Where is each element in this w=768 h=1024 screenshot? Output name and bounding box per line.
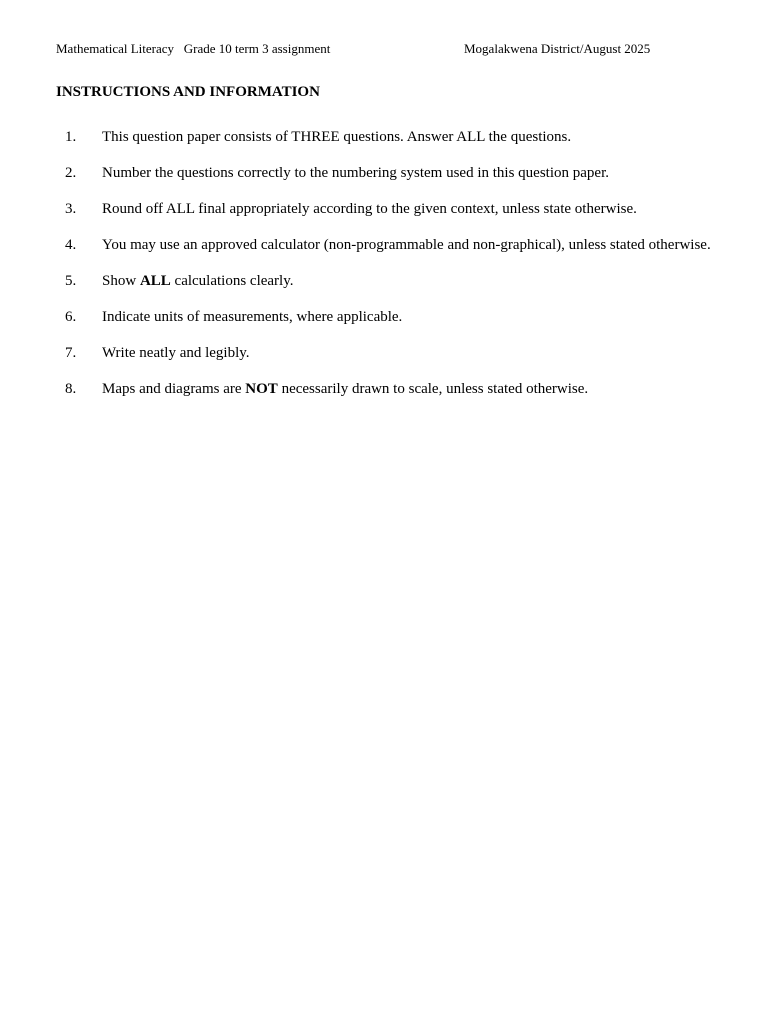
instruction-item: [56, 379, 756, 415]
section-title: INSTRUCTIONS AND INFORMATION: [56, 84, 320, 100]
instruction-number: 6.: [65, 309, 77, 325]
header-subject: Mathematical Literacy Grade 10 term 3 assignment: [56, 41, 331, 56]
instruction-text: Round off ALL final appropriately according to the given context, unless state otherwise.: [102, 201, 637, 217]
instructions-list: [56, 127, 756, 415]
instruction-item: [56, 235, 756, 271]
page-header: [56, 41, 736, 59]
instruction-item: [56, 199, 756, 235]
instruction-text: Write neatly and legibly.: [102, 345, 250, 361]
instruction-text-emphasis: NOT: [245, 381, 278, 397]
instruction-text: [102, 271, 294, 291]
instruction-text-post: necessarily drawn to scale, unless stated otherwise.: [277, 381, 589, 397]
instruction-item: [56, 271, 756, 307]
instruction-number: 7.: [65, 345, 77, 361]
instruction-text: [102, 379, 588, 399]
instruction-item: [56, 343, 756, 379]
instruction-number: 8.: [65, 381, 77, 397]
instruction-text: Number the questions correctly to the numbering system used in this question paper.: [102, 165, 609, 181]
instruction-number: 1.: [65, 129, 77, 145]
instruction-item: [56, 163, 756, 199]
instruction-text: Indicate units of measurements, where applicable.: [102, 309, 403, 325]
instruction-number: 3.: [65, 201, 77, 217]
instruction-text: You may use an approved calculator (non-programmable and non-graphical), unless stated otherwise.: [102, 237, 711, 253]
instruction-number: 5.: [65, 273, 77, 289]
instruction-item: [56, 127, 756, 163]
header-district-date: Mogalakwena District/August 2025: [464, 41, 651, 56]
instruction-text-post: calculations clearly.: [170, 273, 294, 289]
instruction-number: 4.: [65, 237, 77, 253]
instruction-text: This question paper consists of THREE questions. Answer ALL the questions.: [102, 129, 572, 145]
instruction-number: 2.: [65, 165, 77, 181]
instruction-text-emphasis: ALL: [139, 273, 171, 289]
instruction-item: [56, 307, 756, 343]
instruction-text-pre: Maps and diagrams are: [102, 381, 246, 397]
instruction-text-pre: Show: [102, 273, 140, 289]
